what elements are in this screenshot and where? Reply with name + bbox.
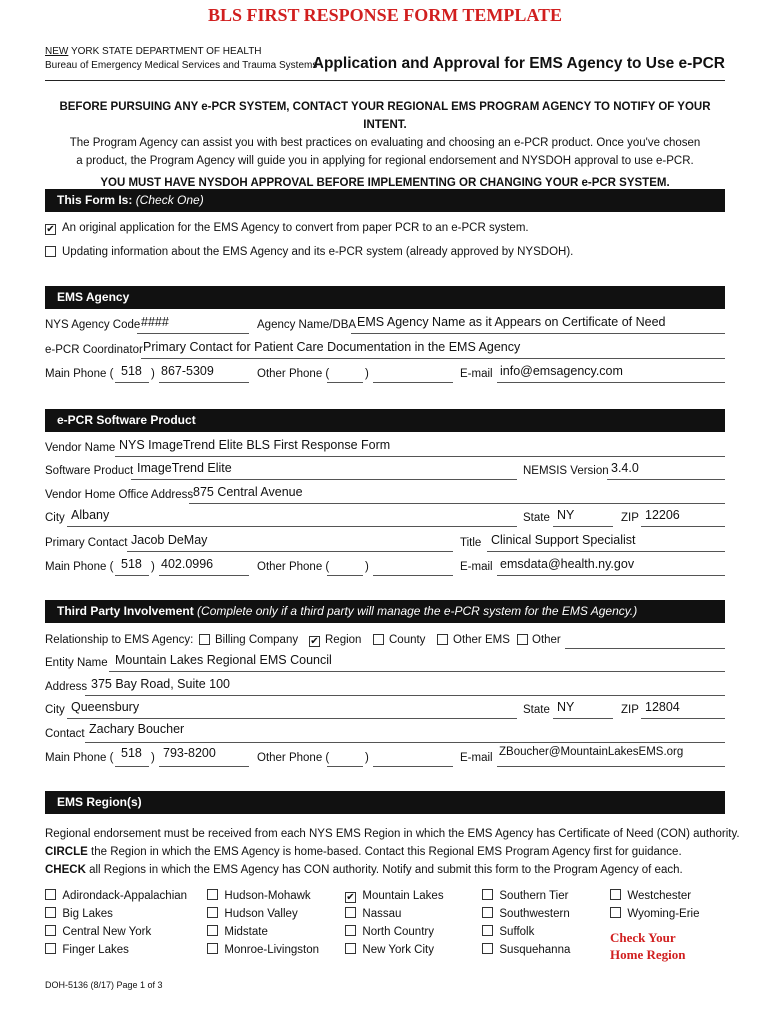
- region-item: [482, 905, 570, 923]
- other-ems-label: Other EMS: [453, 634, 510, 646]
- billing-company-label: Billing Company: [215, 634, 299, 646]
- region-wyoming-erie-checkbox[interactable]: [610, 907, 621, 918]
- vendor-name-value: NYS ImageTrend Elite BLS First Response Form: [119, 438, 391, 452]
- main-phone-close: ): [151, 368, 155, 380]
- vendor-state-value: NY: [557, 508, 575, 522]
- region-item: [207, 905, 319, 923]
- software-row-phone: [45, 557, 725, 577]
- nemsis-value: 3.4.0: [611, 461, 639, 475]
- vendor-phone-area-value: 518: [121, 557, 142, 571]
- vendor-contact-value: Jacob DeMay: [131, 533, 208, 547]
- region-item: [345, 941, 444, 959]
- region-item: [45, 923, 187, 941]
- banner-title: BLS FIRST RESPONSE FORM TEMPLATE: [207, 5, 563, 25]
- entity-row: [45, 653, 725, 673]
- region-label: New York City: [362, 944, 434, 956]
- region-item: [345, 887, 444, 905]
- intro-line4: YOU MUST HAVE NYSDOH APPROVAL BEFORE IMPLEMENTING OR CHANGING YOUR e-PCR SYSTEM.: [100, 177, 670, 189]
- agency-code-value: ####: [141, 315, 169, 329]
- tp-phone-number-value: 793-8200: [163, 746, 216, 760]
- relationship-label: Relationship to EMS Agency:: [45, 634, 194, 646]
- regions-para2: the Region in which the EMS Agency is home-based. Contact this Regional EMS Program Agency first for guidance.: [87, 846, 682, 858]
- vendor-title-label: Title: [460, 537, 482, 549]
- nemsis-label: NEMSIS Version: [523, 465, 609, 477]
- form-option-original: [45, 222, 725, 238]
- region-label: North Country: [362, 926, 434, 938]
- department-name: [45, 45, 317, 73]
- tp-state-value: NY: [557, 700, 575, 714]
- tp-address-value: 375 Bay Road, Suite 100: [91, 677, 230, 691]
- vendor-city-label: City: [45, 512, 65, 524]
- other-checkbox[interactable]: [517, 634, 528, 645]
- region-label: Big Lakes: [62, 908, 113, 920]
- software-row-vendor: [45, 438, 725, 458]
- region-column-3: [345, 887, 444, 959]
- region-label: Hudson Valley: [224, 908, 298, 920]
- agency-name-label: Agency Name/DBA: [257, 319, 357, 331]
- update-information-checkbox[interactable]: [45, 246, 56, 257]
- third-party-label: Third Party Involvement: [57, 604, 194, 618]
- tp-state-label: State: [523, 704, 550, 716]
- tp-other-phone-area-field[interactable]: [327, 752, 363, 767]
- region-item: [345, 923, 444, 941]
- other-phone-close: ): [365, 368, 369, 380]
- region-option-label: Region: [325, 634, 362, 646]
- email-value: info@emsagency.com: [500, 364, 623, 378]
- software-row-city: [45, 508, 725, 528]
- application-title: Application and Approval for EMS Agency to Use e-PCR: [312, 55, 725, 72]
- region-label: Nassau: [362, 908, 402, 920]
- header-divider: [45, 80, 725, 81]
- region-item: [207, 923, 319, 941]
- software-product-value: ImageTrend Elite: [137, 461, 232, 475]
- vendor-phone-label: Main Phone (: [45, 561, 114, 573]
- tp-address-row: [45, 677, 725, 697]
- tp-phone-close: ): [151, 752, 155, 764]
- vendor-address-label: Vendor Home Office Address: [45, 489, 194, 501]
- agency-row-coordinator: [45, 340, 725, 360]
- form-option1-label: An original application for the EMS Agency to convert from paper PCR to an e-PCR system.: [62, 222, 529, 234]
- tp-email-label: E-mail: [460, 752, 493, 764]
- ems-regions-bar: EMS Region(s): [45, 791, 725, 814]
- region-suffolk-checkbox[interactable]: [482, 925, 493, 936]
- tp-city-row: [45, 700, 725, 720]
- form-type-bar: [45, 189, 725, 212]
- region-monroe-livingston-checkbox[interactable]: [207, 943, 218, 954]
- tp-contact-row: [45, 722, 725, 744]
- region-nassau-checkbox[interactable]: [345, 907, 356, 918]
- region-item: [45, 887, 187, 905]
- region-label: Mountain Lakes: [362, 890, 444, 902]
- county-checkbox[interactable]: [373, 634, 384, 645]
- region-column-4: [482, 887, 570, 959]
- other-phone-area-field[interactable]: [327, 368, 363, 383]
- region-column-1: [45, 887, 187, 959]
- vendor-city-field[interactable]: [67, 512, 517, 527]
- software-bar: e-PCR Software Product: [45, 409, 725, 432]
- region-label: Finger Lakes: [62, 944, 129, 956]
- regions-para3: all Regions in which the EMS Agency has CON authority. Notify and submit this form to the Program Agency of each.: [85, 864, 683, 876]
- vendor-other-phone-close: ): [365, 561, 369, 573]
- vendor-city-value: Albany: [71, 508, 110, 522]
- region-label: Midstate: [224, 926, 268, 938]
- form-option-update: [45, 246, 725, 262]
- region-label: Hudson-Mohawk: [224, 890, 311, 902]
- region-item: [482, 887, 570, 905]
- region-southwestern-checkbox[interactable]: [482, 907, 493, 918]
- dept-line2: Bureau of Emergency Medical Services and Trauma Systems: [45, 60, 318, 71]
- billing-company-checkbox[interactable]: [199, 634, 210, 645]
- vendor-state-label: State: [523, 512, 550, 524]
- region-item: [610, 887, 700, 905]
- vendor-other-phone-number-field[interactable]: [373, 561, 453, 576]
- software-row-contact: [45, 533, 725, 553]
- other-field[interactable]: [565, 634, 725, 649]
- relationship-row: [45, 634, 725, 650]
- tp-email-value: ZBoucher@MountainLakesEMS.org: [499, 746, 684, 758]
- region-column-5: [610, 887, 700, 963]
- region-item: [482, 941, 570, 959]
- check-home-line1: Check Your: [610, 930, 676, 945]
- entity-name-label: Entity Name: [45, 657, 108, 669]
- dept-line1: YORK STATE DEPARTMENT OF HEALTH: [68, 46, 262, 57]
- region-westchester-checkbox[interactable]: [610, 889, 621, 900]
- email-label: E-mail: [460, 368, 493, 380]
- region-central-ny-checkbox[interactable]: [45, 925, 56, 936]
- other-ems-checkbox[interactable]: [437, 634, 448, 645]
- intro-line3: a product, the Program Agency will guide you in applying for regional endorsement and NYSDOH approval to use e-PCR.: [76, 155, 694, 167]
- agency-name-value: EMS Agency Name as it Appears on Certificate of Need: [357, 315, 666, 329]
- vendor-zip-label: ZIP: [621, 512, 639, 524]
- vendor-phone-number-value: 402.0996: [161, 557, 214, 571]
- region-nyc-checkbox[interactable]: [345, 943, 356, 954]
- vendor-email-label: E-mail: [460, 561, 493, 573]
- software-product-label: Software Product: [45, 465, 134, 477]
- intro-line1: BEFORE PURSUING ANY e-PCR SYSTEM, CONTACT YOUR REGIONAL EMS PROGRAM AGENCY TO NOTIFY OF YOUR INTENT.: [59, 101, 711, 131]
- other-label: Other: [532, 634, 561, 646]
- vendor-other-phone-label: Other Phone (: [257, 561, 330, 573]
- vendor-email-value: emsdata@health.ny.gov: [500, 557, 635, 571]
- agency-code-label: NYS Agency Code: [45, 319, 141, 331]
- regions-para1: Regional endorsement must be received from each NYS EMS Region in which the EMS Agency has Certificate of Need (CON) authority.: [45, 828, 740, 840]
- ems-agency-bar: EMS Agency: [45, 286, 725, 309]
- region-checkbox[interactable]: ✔: [310, 636, 319, 647]
- intro-line2: The Program Agency can assist you with best practices on evaluating and choosing an e-PCR product. Once you've chosen: [69, 137, 701, 149]
- third-party-bar: [45, 600, 725, 623]
- agency-row-code: [45, 315, 725, 335]
- tp-zip-label: ZIP: [621, 704, 639, 716]
- main-phone-label: Main Phone (: [45, 368, 114, 380]
- region-mountain-lakes-checkbox[interactable]: ✔: [346, 892, 355, 903]
- tp-phone-area-value: 518: [121, 746, 142, 760]
- tp-contact-label: Contact: [45, 728, 85, 740]
- region-north-country-checkbox[interactable]: [345, 925, 356, 936]
- coordinator-value: Primary Contact for Patient Care Documentation in the EMS Agency: [143, 340, 521, 354]
- software-row-product: [45, 461, 725, 481]
- form-type-hint: (Check One): [135, 193, 204, 207]
- entity-name-value: Mountain Lakes Regional EMS Council: [115, 653, 332, 667]
- tp-other-phone-number-field[interactable]: [373, 752, 453, 767]
- region-label: Susquehanna: [499, 944, 571, 956]
- region-item: [345, 905, 444, 923]
- original-application-checkbox[interactable]: ✔: [46, 224, 55, 235]
- region-item: [482, 923, 570, 941]
- region-label: Wyoming-Erie: [627, 908, 700, 920]
- region-item: [610, 905, 700, 923]
- regions-instructions: [45, 825, 740, 879]
- tp-other-phone-close: ): [365, 752, 369, 764]
- software-row-address: [45, 485, 725, 505]
- region-finger-lakes-checkbox[interactable]: [45, 943, 56, 954]
- third-party-hint: (Complete only if a third party will manage the e-PCR system for the EMS Agency.): [197, 604, 638, 618]
- vendor-other-phone-area-field[interactable]: [327, 561, 363, 576]
- vendor-title-value: Clinical Support Specialist: [491, 533, 636, 547]
- other-phone-label: Other Phone (: [257, 368, 330, 380]
- tp-city-value: Queensbury: [71, 700, 140, 714]
- intro-block: [45, 98, 725, 192]
- region-southern-tier-checkbox[interactable]: [482, 889, 493, 900]
- main-phone-area-value: 518: [121, 364, 142, 378]
- vendor-zip-value: 12206: [645, 508, 680, 522]
- region-item: [207, 941, 319, 959]
- region-hudson-mohawk-checkbox[interactable]: [207, 889, 218, 900]
- dept-prefix: NEW: [45, 46, 69, 57]
- tp-phone-row: [45, 746, 725, 768]
- tp-contact-value: Zachary Boucher: [89, 722, 185, 736]
- check-home-line2: Home Region: [610, 947, 686, 962]
- region-big-lakes-checkbox[interactable]: [45, 907, 56, 918]
- region-midstate-checkbox[interactable]: [207, 925, 218, 936]
- coordinator-label: e-PCR Coordinator: [45, 344, 143, 356]
- tp-city-label: City: [45, 704, 65, 716]
- region-label: Suffolk: [499, 926, 535, 938]
- region-item: [45, 905, 187, 923]
- main-phone-number-value: 867-5309: [161, 364, 214, 378]
- tp-other-phone-label: Other Phone (: [257, 752, 330, 764]
- vendor-address-value: 875 Central Avenue: [193, 485, 303, 499]
- other-phone-number-field[interactable]: [373, 368, 453, 383]
- region-label: Southwestern: [499, 908, 570, 920]
- region-label: Westchester: [627, 890, 692, 902]
- region-item: [207, 887, 319, 905]
- form-type-label: This Form Is:: [57, 193, 133, 207]
- tp-phone-label: Main Phone (: [45, 752, 114, 764]
- vendor-contact-label: Primary Contact: [45, 537, 128, 549]
- agency-row-phone: [45, 364, 725, 384]
- circle-keyword: CIRCLE: [45, 846, 88, 858]
- vendor-name-label: Vendor Name: [45, 442, 116, 454]
- region-label: Monroe-Livingston: [224, 944, 319, 956]
- region-adirondack-checkbox[interactable]: [45, 889, 56, 900]
- check-keyword: CHECK: [45, 864, 86, 876]
- tp-zip-value: 12804: [645, 700, 680, 714]
- tp-address-label: Address: [45, 681, 88, 693]
- region-column-2: [207, 887, 319, 959]
- region-label: Southern Tier: [499, 890, 569, 902]
- form-footer: DOH-5136 (8/17) Page 1 of 3: [45, 980, 163, 990]
- region-susquehanna-checkbox[interactable]: [482, 943, 493, 954]
- region-hudson-valley-checkbox[interactable]: [207, 907, 218, 918]
- region-label: Adirondack-Appalachian: [62, 890, 188, 902]
- vendor-phone-close: ): [151, 561, 155, 573]
- county-label: County: [389, 634, 426, 646]
- form-option2-label: Updating information about the EMS Agency and its e-PCR system (already approved by NYSDOH).: [62, 246, 574, 258]
- region-item: [45, 941, 187, 959]
- region-label: Central New York: [62, 926, 152, 938]
